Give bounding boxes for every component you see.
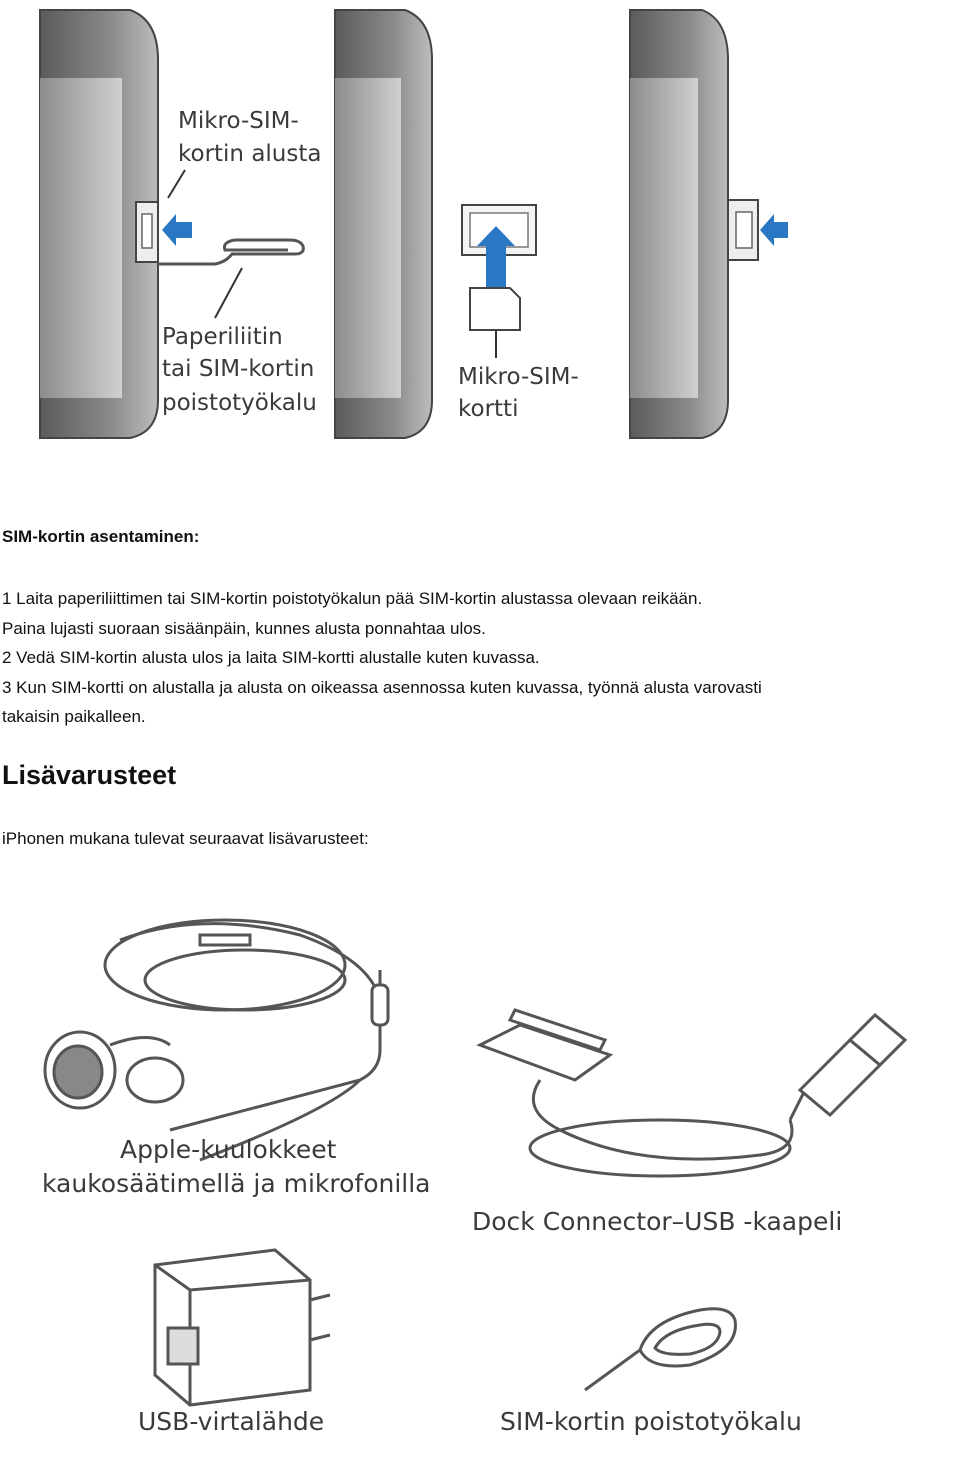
phone-step-2 bbox=[335, 10, 432, 438]
dock-usb-cable-icon bbox=[480, 1010, 905, 1176]
accessories-title: Lisävarusteet bbox=[2, 760, 177, 790]
earphones-label: Apple-kuulokkeet kaukosäätimellä ja mikrofonilla bbox=[42, 1135, 431, 1198]
phone-step-1 bbox=[40, 10, 158, 438]
tray-label: Mikro-SIM- kortin alusta bbox=[178, 108, 322, 167]
instruction-line: 2 Vedä SIM-kortin alusta ulos ja laita SIM-kortti alustalle kuten kuvassa. bbox=[2, 648, 540, 667]
sim-card-icon bbox=[470, 288, 520, 330]
usb-power-adapter-icon bbox=[155, 1250, 330, 1405]
arrow-push-in-icon bbox=[162, 214, 192, 246]
instruction-steps bbox=[2, 584, 960, 732]
card-label: Mikro-SIM- kortti bbox=[458, 364, 579, 422]
instruction-line: Paina lujasti suoraan sisäänpäin, kunnes alusta ponnahtaa ulos. bbox=[2, 618, 486, 638]
adapter-label: USB-virtalähde bbox=[138, 1407, 325, 1436]
instruction-line: takaisin paikalleen. bbox=[2, 707, 146, 726]
sim-eject-tool-icon bbox=[585, 1309, 735, 1390]
instruction-line: 1 Laita paperiliittimen tai SIM-kortin poistotyökalun pää SIM-kortin alustassa olevaan reikään. bbox=[2, 589, 703, 608]
accessories-intro: iPhonen mukana tulevat seuraavat lisävarusteet: bbox=[2, 829, 369, 848]
cable-label: Dock Connector–USB -kaapeli bbox=[472, 1207, 843, 1236]
arrow-push-back-icon bbox=[760, 214, 788, 246]
paperclip-icon bbox=[158, 240, 303, 264]
tool-label: Paperiliitin tai SIM-kortin poistotyökalu bbox=[162, 324, 317, 416]
instruction-line: 3 Kun SIM-kortti on alustalla ja alusta on oikeassa asennossa kuten kuvassa, työnnä alusta varovasti bbox=[2, 677, 762, 697]
phone-step-3 bbox=[630, 10, 758, 438]
accessories-illustration bbox=[0, 880, 960, 1459]
earphones-icon bbox=[45, 920, 388, 1160]
eject-tool-label: SIM-kortin poistotyökalu bbox=[500, 1407, 802, 1436]
sim-install-illustration bbox=[0, 0, 960, 445]
section-heading: SIM-kortin asentaminen: bbox=[2, 527, 200, 546]
